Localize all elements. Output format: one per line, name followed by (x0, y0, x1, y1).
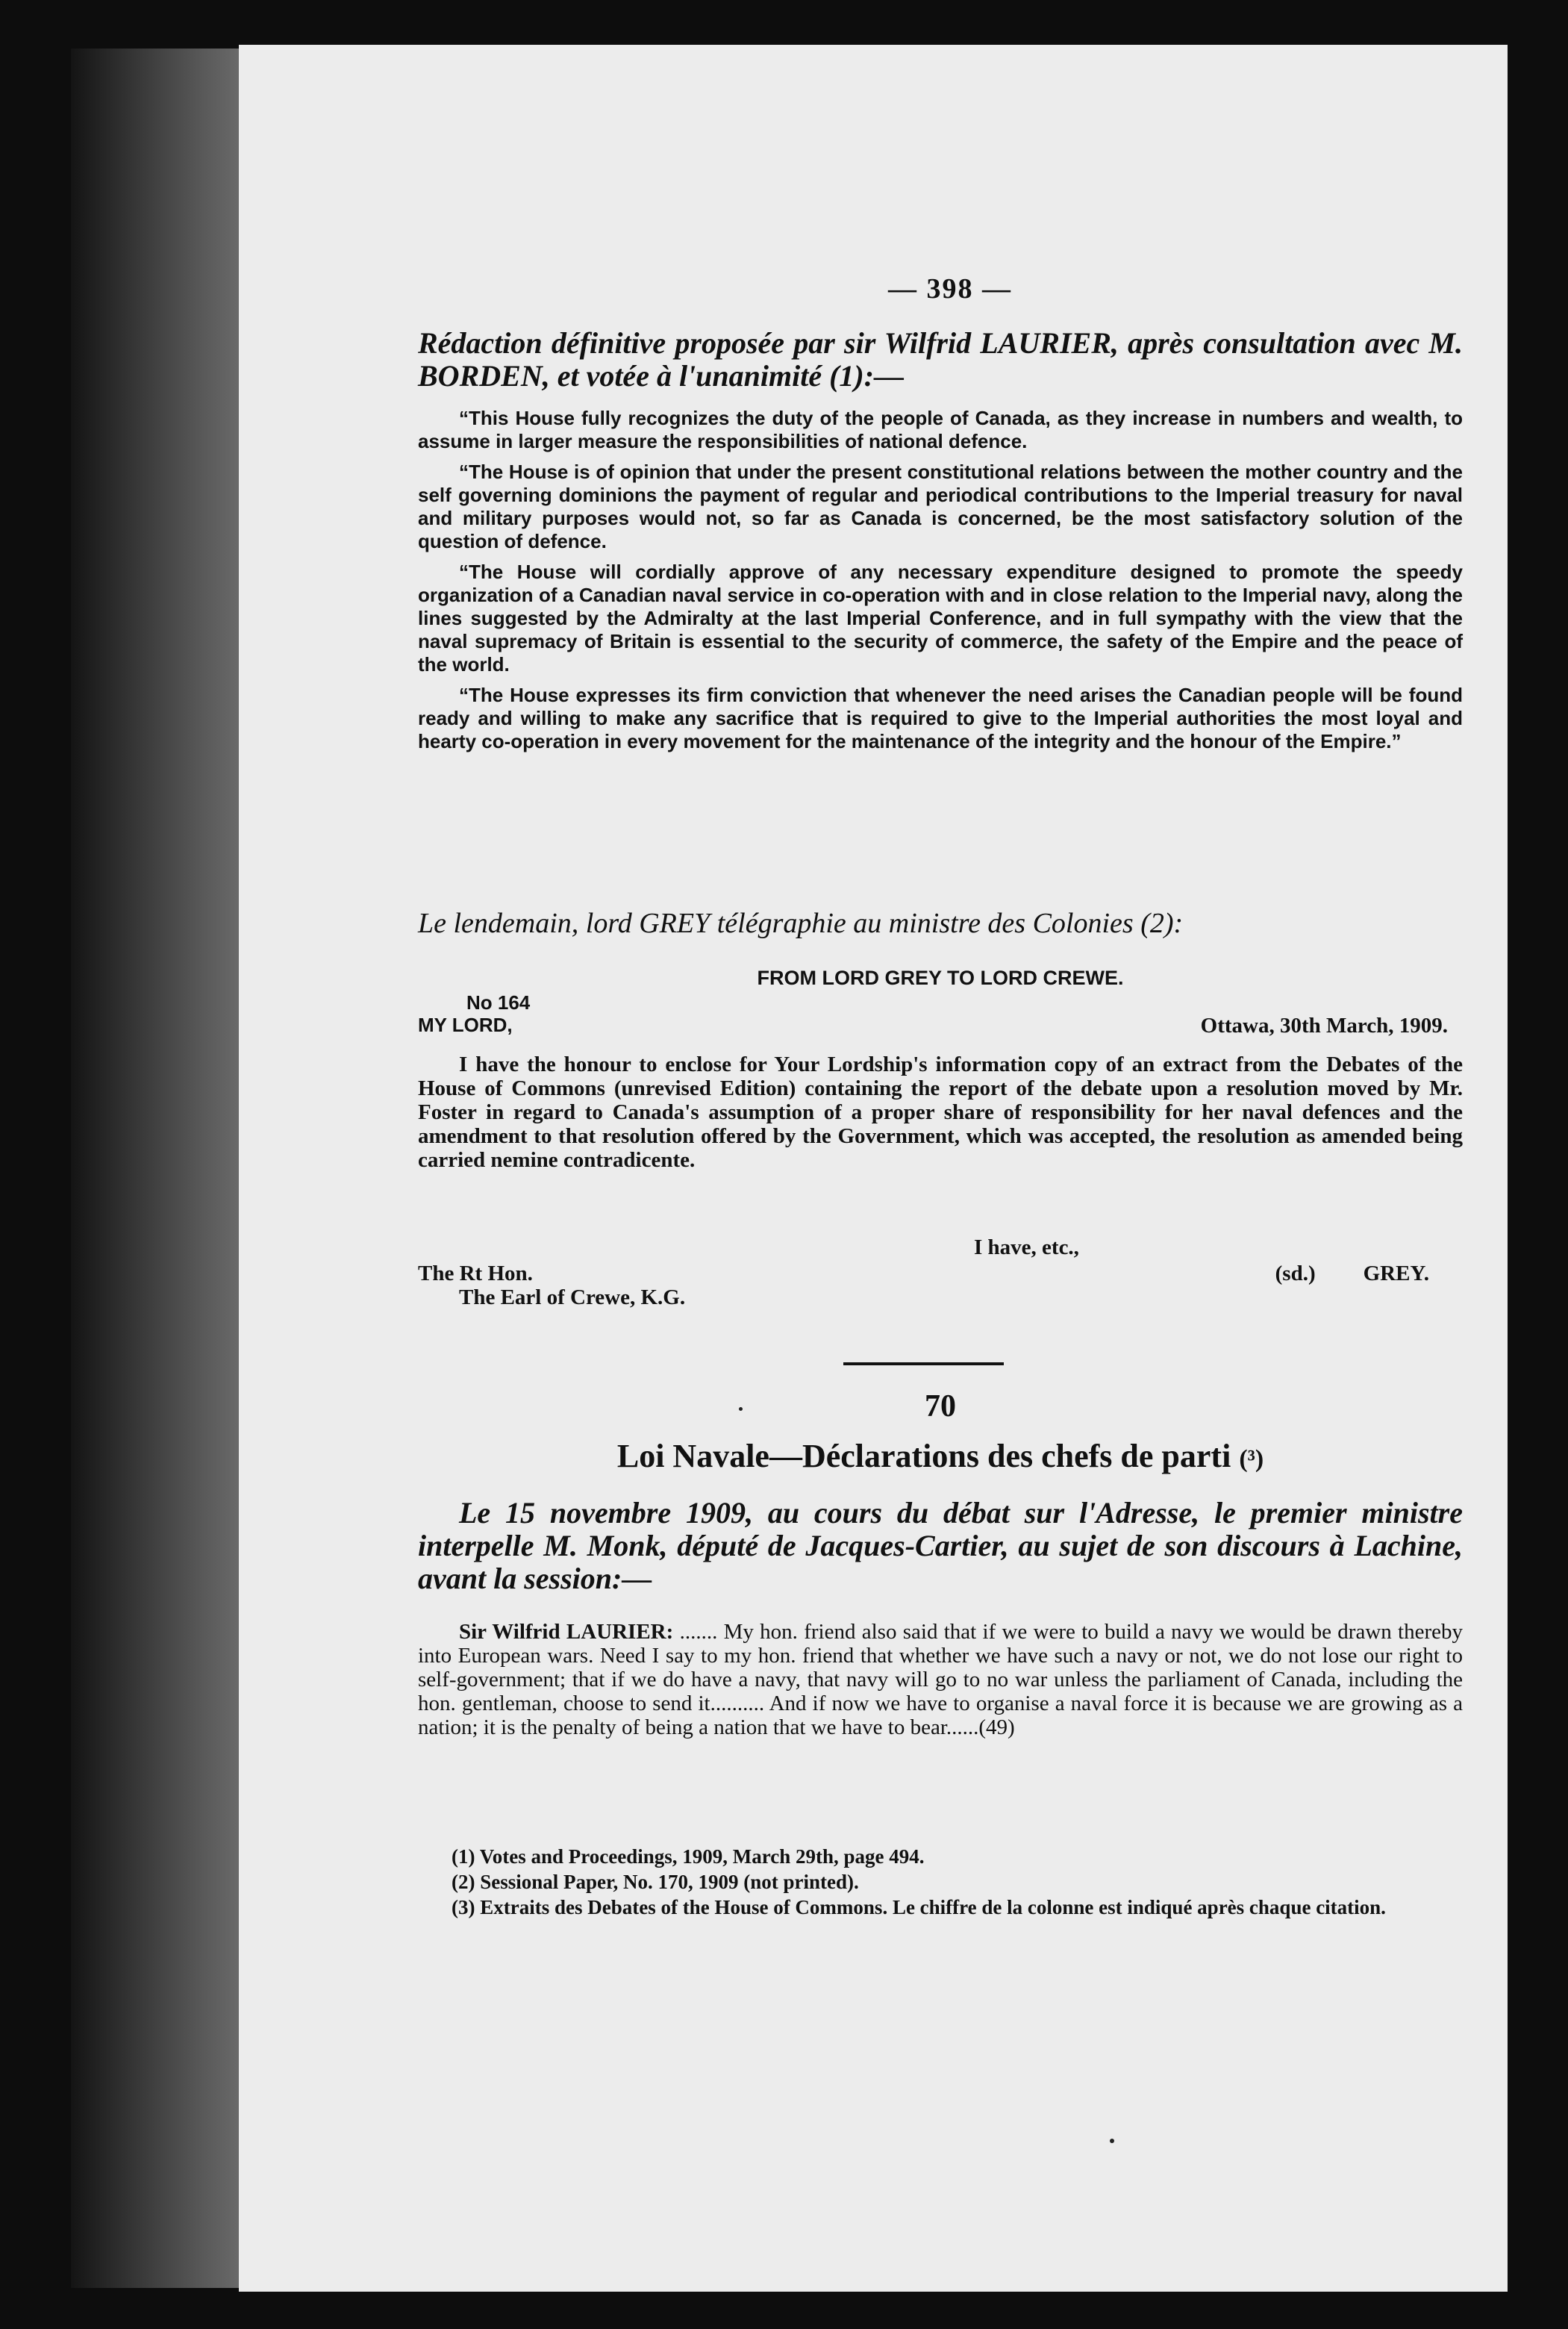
speech-speaker: Sir Wilfrid LAURIER: (459, 1620, 674, 1644)
footnote: (1) Votes and Proceedings, 1909, March 29th, page 494. (452, 1845, 925, 1868)
letter-body: I have the honour to enclose for Your Lordship's information copy of an extract from the Debates of the House of Commons (unrevised Edition) containing the report of the debate upon a resolution moved by Mr. Foster in regard to Canada's assumption of a proper share of responsibility for her naval defences and the amendment to that resolution offered by the Government, which was accepted, the resolution as amended being carried nemine contradicente. (418, 1053, 1463, 1172)
speech-block (418, 1620, 1463, 1739)
section-number: 70 (925, 1389, 956, 1424)
resolution-paragraph: “The House expresses its firm conviction that whenever the need arises the Canadian people will be found ready and willing to make any sacrifice that is required to give to the Imperial authorities the most loyal and hearty co-operation in every movement for the maintenance of the integrity and the honour of the Empire.” (418, 684, 1463, 752)
speech-text: ....... My hon. friend also said that if we were to build a navy we would be drawn thereby into European wars. Need I say to my hon. friend that whether we have such a navy or not, we do not lose our right to self-government; that if we do have a navy, that navy will go to no war unless the parliament of Canada, including the hon. gentleman, choose to send it.......... And if now we have to organise a naval force it is because we are growing as a nation; it is the penalty of being a nation that we have to bear......(49) (418, 1620, 1463, 1739)
footnotes (418, 1844, 1463, 1920)
section-title-block (418, 1437, 1463, 1475)
footnote: (2) Sessional Paper, No. 170, 1909 (not printed). (452, 1871, 859, 1893)
speck (739, 1407, 743, 1411)
resolution-text (418, 407, 1463, 761)
section-title-note: (³) (1239, 1445, 1264, 1473)
grey-intro: Le lendemain, lord GREY télégraphie au ministre des Colonies (2): (418, 908, 1184, 939)
letter-heading: FROM LORD GREY TO LORD CREWE. (757, 967, 1124, 989)
speck (1110, 2139, 1114, 2143)
section-title: Loi Navale—Déclarations des chefs de parti (616, 1438, 1231, 1474)
letter-body-block (418, 1053, 1463, 1172)
letter-meta-2 (418, 1014, 1463, 1044)
section-number-block (418, 1388, 1463, 1424)
redaction-heading: Rédaction définitive proposée par sir Wilfrid LAURIER, après consultation avec M. BORDEN, et votée à l'unanimité (1):— (418, 326, 1463, 393)
letter-addressee-2: The Earl of Crewe, K.G. (459, 1285, 686, 1309)
letter-signoff (418, 1262, 1463, 1309)
book-spine-shadow (71, 49, 250, 2288)
letter-closing: I have, etc., (974, 1235, 1079, 1259)
resolution-paragraph: “The House will cordially approve of any necessary expenditure designed to promote the speedy organization of a Canadian naval service in co-operation with and in close relation to the Imperial navy, along the lines suggested by the Admiralty at the last Imperial Conference, and in full sympathy with the view that the naval supremacy of Britain is essential to the security of commerce, the safety of the Empire and the peace of the world. (418, 561, 1463, 676)
redaction-heading-block (418, 327, 1463, 393)
grey-intro-block (418, 907, 1463, 940)
letter-signature: GREY. (1363, 1262, 1429, 1285)
letter-signed: (sd.) (1275, 1262, 1316, 1285)
section-intro-block (418, 1497, 1463, 1595)
page-number: — 398 — (888, 273, 1012, 305)
section-intro: Le 15 novembre 1909, au cours du débat sur l'Adresse, le premier ministre interpelle M. Monk, député de Jacques-Cartier, au sujet de son discours à Lachine, avant la session:— (418, 1496, 1463, 1595)
letter-salutation: MY LORD, (418, 1014, 513, 1036)
letter-closing-block (418, 1235, 1463, 1259)
resolution-paragraph: “This House fully recognizes the duty of the people of Canada, as they increase in numbers and wealth, to assume in larger measure the responsibilities of national defence. (418, 407, 1463, 452)
resolution-paragraph: “The House is of opinion that under the present constitutional relations between the mother country and the self governing dominions the payment of regular and periodical contributions to the Imperial treasury for naval and military purposes would not, so far as Canada is concerned, be the most satisfactory solution of the question of defence. (418, 461, 1463, 552)
footnote: (3) Extraits des Debates of the House of Commons. Le chiffre de la colonne est indiqué après chaque citation. (452, 1896, 1386, 1918)
section-divider (843, 1362, 1004, 1365)
letter-number: No 164 (466, 991, 531, 1014)
letter-addressee-1: The Rt Hon. (418, 1262, 533, 1285)
letter-place-date: Ottawa, 30th March, 1909. (1200, 1014, 1448, 1038)
